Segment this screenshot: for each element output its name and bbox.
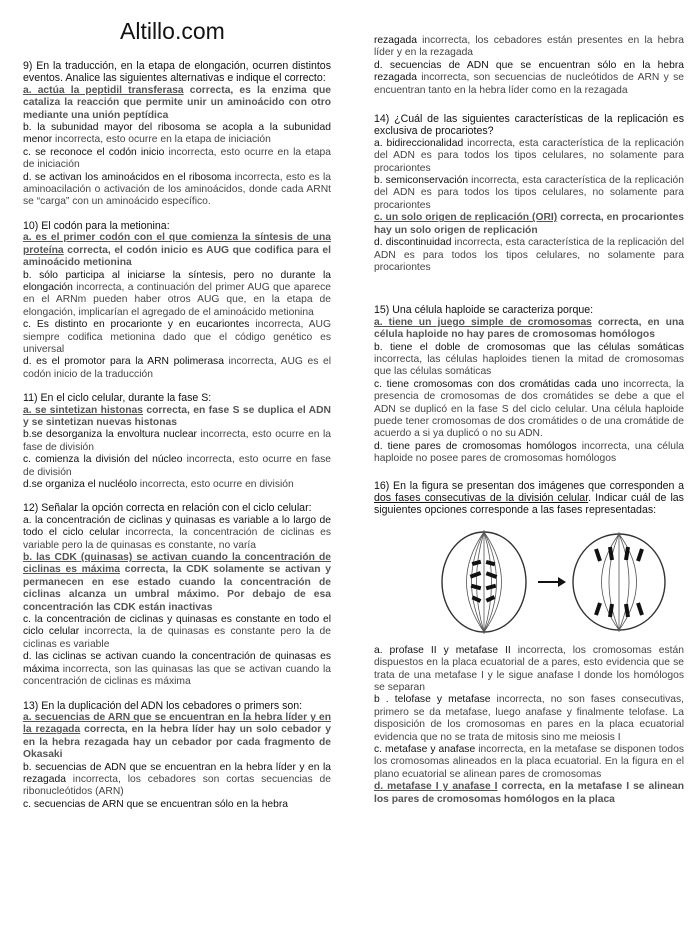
question-text: 9) En la traducción, en la etapa de elongación, ocurren distintos eventos. Analice las siguientes alternativas e indique el correcto: [23,60,331,85]
site-logo: Altillo.com [120,18,225,44]
option-b: b.se desorganiza la envoltura nuclear incorrecta, esto ocurre en la fase de división [23,429,331,453]
option-d: d. discontinuidad incorrecta, esta característica de la replicación del ADN es para todos los tipos celulares, no solamente para procariontes [374,237,684,273]
option-b: b. la subunidad mayor del ribosoma se acopla a la subunidad menor incorrecta, esto ocurre en la etapa de iniciación [23,122,331,146]
question-13 [23,700,331,812]
question-text: 10) El codón para la metionina: [23,219,170,232]
option-a: a. secuencias de ARN que se encuentran en la hebra líder y en la rezagada correcta, en la hebra líder hay un solo cebador y en la hebra rezagada hay un cebador por cada fragmento de Okasaki [23,711,331,761]
option-c: c. metafase y anafase incorrecta, en la metafase se disponen todos los cromosomas alineados en la placa ecuatorial. En la figura en el plano ecuatorial se alinean pares de cromosomas [374,744,684,780]
option-b: b. semiconservación incorrecta, esta característica de la replicación del ADN es para todos los tipos celulares, no solamente para procariontes [374,175,684,211]
left-column [23,60,331,822]
option-b: b. sólo participa al iniciarse la síntesis, pero no durante la elongación incorrecta, a continuación del primer AUG que aparece en el ARNm pueden haber otros AUG que, en la etapa de elongación, implicarían el agregado de el aminoácido metionina [23,269,331,318]
metaphase-cell [442,530,526,634]
cell-division-illustration [434,527,684,637]
arrow-icon [538,577,566,587]
option-a: a. profase II y metafase II incorrecta, los cromosomas están dispuestos en la placa ecuatorial de a pares, esto evidencia que se trata de una metafase I y le sigue anafase I donde los homólogos se separan [374,644,684,694]
option-c: c. se reconoce el codón inicio incorrecta, esto ocurre en la etapa de iniciación [23,146,331,171]
option-b: b. las CDK (quinasas) se activan cuando la concentración de ciclinas es máxima correcta, la CDK solamente se activan y permanecen en ese estado cuando la concentración de ciclinas alcanza un umbral máximo. Por debajo de esa concentración las CDK están inactivas [23,552,331,613]
question-text: 13) En la duplicación del ADN los cebadores o primers son: [23,699,303,712]
option-c: c. un solo origen de replicación (ORI) correcta, en procariontes hay un solo origen de replicación [374,212,684,236]
option-d: d. las ciclinas se activan cuando la concentración de quinasas es máxima incorrecta, son las quinasas las que se activan cuando la concentración de ciclinas es máxima [23,651,331,688]
question-14 [374,113,684,274]
question-text: 14) ¿Cuál de las siguientes características de la replicación es exclusiva de procariotes? [374,113,684,138]
cell-division-figure [434,527,684,637]
question-text: 12) Señalar la opción correcta en relación con el ciclo celular: [23,502,312,515]
option-a: a. la concentración de ciclinas y quinasas es variable a lo largo de todo el ciclo celular incorrecta, la concentración de ciclinas es variable pero la de quinasas es constante, no varía [23,514,331,551]
option-c: c. secuencias de ARN que se encuentran sólo en la hebra [23,798,289,810]
question-16 [374,480,684,807]
option-d: d. tiene pares de cromosomas homólogos incorrecta, una célula haploide no posee pares de cromosomas homólogos [374,440,684,465]
option-a: a. se sintetizan histonas correcta, en fase S se duplica el ADN y se sintetizan nuevas histonas [23,404,331,428]
question-15 [374,304,684,465]
option-c: c. la concentración de ciclinas y quinasas es constante en todo el ciclo celular incorrecta, la de quinasas es constante pero la de ciclinas es variable [23,614,331,650]
question-13-continued [374,35,684,97]
right-column [374,35,684,817]
option-a: a. es el primer codón con el que comienza la síntesis de una proteína correcta, el codón inicio es AUG que codifica para el aminoácido metionina [23,232,331,269]
option-a: a. bidireccionalidad incorrecta, esta característica de la replicación del ADN es para todos los tipos celulares, no solamente para procariontes [374,137,684,174]
question-9 [23,60,331,209]
option-c: c. Es distinto en procarionte y en eucariontes incorrecta, AUG siempre codifica metionina dado que el código genético es universal [23,319,331,355]
option-b: b. tiene el doble de cromosomas que las células somáticas incorrecta, las células haploides tienen la mitad de cromosomas que las células somáticas [374,341,684,378]
option-c: c. tiene cromosomas con dos cromátidas cada uno incorrecta, la presencia de cromosomas de dos cromátides se debe a que el ADN se duplicó en la fase S del ciclo celular. Una célula haploide puede tener cromosomas de dos cromátides o de una cromátide de acuerdo a si ya duplicó o no su ADN. [374,378,684,440]
question-text: 11) En el ciclo celular, durante la fase S: [23,392,212,405]
option-c-continued: rezagada incorrecta, los cebadores están presentes en la hebra líder y en la rezagada [374,35,684,59]
option-b: b . telofase y metafase incorrecta, no son fases consecutivas, primero se da metafase, luego anafase y finalmente telofase. La disposición de los cromosomas en pares en la placa ecuatorial evidencia que no se trata de mitosis sino me meiosis I [374,694,684,743]
option-d: d. metafase I y anafase I correcta, en la metafase I se alinean los pares de cromosomas homólogos en la placa [374,781,685,805]
option-b: b. secuencias de ADN que se encuentran en la hebra líder y en la rezagada incorrecta, los cebadores son cortas secuencias de ribonucleótidos (ARN) [23,761,331,798]
option-d: d.se organiza el nucléolo incorrecta, esto ocurre en división [23,479,294,490]
option-c: c. comienza la división del núcleo incorrecta, esto ocurre en fase de división [23,454,331,478]
option-a: a. actúa la peptidil transferasa correcta, es la enzima que cataliza la reacción que permite unir un aminoácido con otro mediante una unión peptídica [23,84,331,121]
question-11 [23,392,331,491]
question-text: 15) Una célula haploide se caracteriza porque: [374,304,594,317]
question-12 [23,502,331,688]
question-10 [23,220,331,381]
option-d: d. se activan los aminoácidos en el ribosoma incorrecta, esto es la aminoacilación o activación de los aminoácidos, donde cada ARNt se “carga” con un aminoácido específico. [23,171,331,208]
anaphase-cell [573,532,665,632]
option-a: a. tiene un juego simple de cromosomas correcta, en una célula haploide no hay pares de cromosomas homólogos [374,316,684,341]
question-text: 16) En la figura se presentan dos imágenes que corresponden a dos fases consecutivas de la división celular. Indicar cuál de las siguientes opciones corresponde a las fases representadas: [374,479,684,517]
option-d: d. es el promotor para la ARN polimerasa incorrecta, AUG es el codón inicio de la traducción [23,356,331,380]
option-d: d. secuencias de ADN que se encuentran sólo en la hebra rezagada incorrecta, son secuencias de nucleótidos de ARN y se encuentran tanto en la hebra líder como en la rezagada [374,59,684,96]
